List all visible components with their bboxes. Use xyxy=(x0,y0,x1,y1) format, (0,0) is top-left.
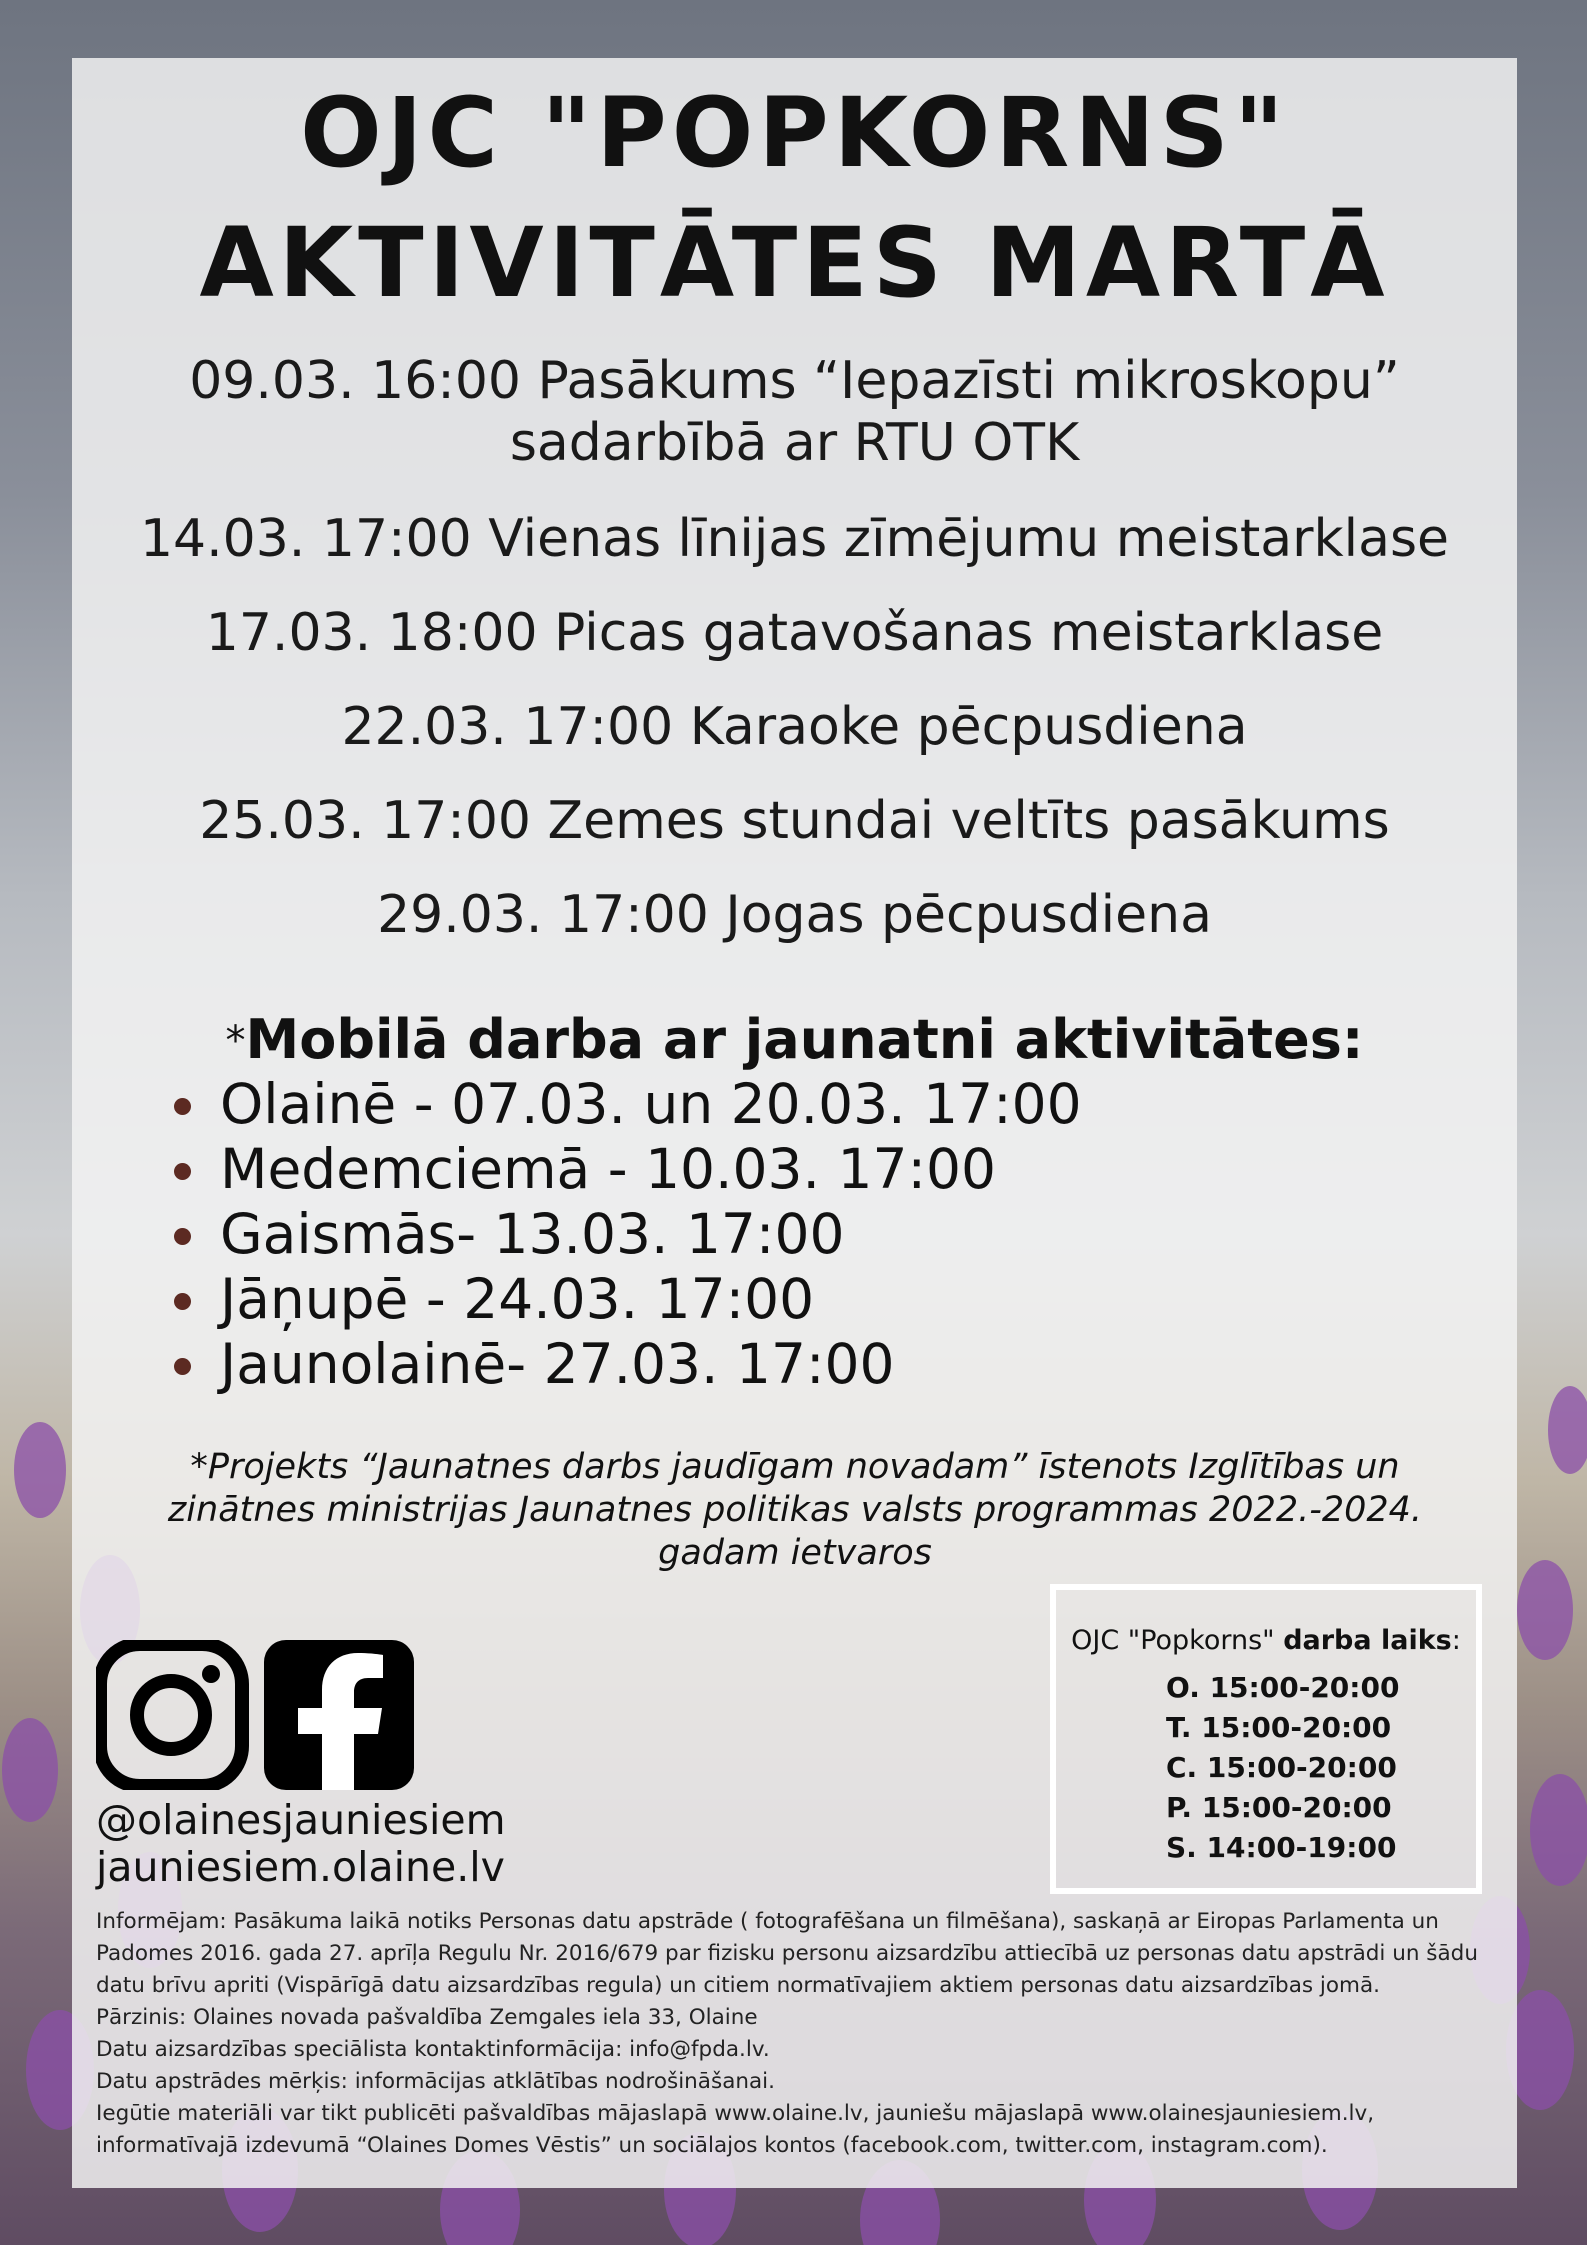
legal-line: Datu aizsardzības speciālista kontaktinformācija: info@fpda.lv. xyxy=(96,2037,770,2062)
event-1 xyxy=(72,350,1517,474)
legal-line: Iegūtie materiāli var tikt publicēti pašvaldības mājaslapā www.olaine.lv, jauniešu mājaslapā www.olainesjauniesiem.lv, xyxy=(96,2101,1375,2126)
hours-title-colon: : xyxy=(1451,1625,1461,1656)
event-2: 14.03. 17:00 Vienas līnijas zīmējumu meistarklase xyxy=(139,509,1450,569)
opening-hours-box xyxy=(1050,1584,1482,1894)
opening-hours-list xyxy=(1166,1668,1399,1868)
list-item: Olainē - 07.03. un 20.03. 17:00 xyxy=(170,1072,1082,1137)
project-note-line-3: gadam ietvaros xyxy=(658,1533,932,1573)
instagram-icon[interactable] xyxy=(100,1644,242,1786)
list-item: Medemciemā - 10.03. 17:00 xyxy=(170,1137,1082,1202)
mobile-activities-list xyxy=(170,1072,1082,1397)
poster-title-line-2: AKTIVITĀTES MARTĀ xyxy=(199,207,1390,319)
legal-line: Pārzinis: Olaines novada pašvaldība Zemgales iela 33, Olaine xyxy=(96,2005,758,2030)
event-3: 17.03. 18:00 Picas gatavošanas meistarklase xyxy=(205,603,1384,663)
mobile-heading-text: Mobilā darba ar jaunatni aktivitātes: xyxy=(245,1008,1364,1071)
hours-title-bold: darba laiks xyxy=(1283,1625,1452,1656)
legal-line: datu brīvu apriti (Vispārīgā datu aizsardzības regula) un citiem normatīvajiem aktiem personas datu aizsardzības jomā. xyxy=(96,1973,1380,1998)
social-handle[interactable]: @olainesjauniesiem xyxy=(96,1796,506,1844)
opening-hours-title xyxy=(1056,1624,1476,1658)
website-link[interactable]: jauniesiem.olaine.lv xyxy=(96,1843,505,1891)
mobile-activities-heading xyxy=(72,1008,1517,1073)
hours-row: P. 15:00-20:00 xyxy=(1166,1791,1392,1824)
event-4: 22.03. 17:00 Karaoke pēcpusdiena xyxy=(341,697,1248,757)
poster-title-line-1: OJC "POPKORNS" xyxy=(300,77,1289,189)
legal-line: Informējam: Pasākuma laikā notiks Personas datu apstrāde ( fotografēšana un filmēšana), saskaņā ar Eiropas Parlamenta un xyxy=(96,1909,1439,1934)
hours-row: O. 15:00-20:00 xyxy=(1166,1671,1400,1704)
project-note-line-1: *Projekts “Jaunatnes darbs jaudīgam novadam” īstenots Izglītības un xyxy=(190,1447,1400,1487)
list-item: Jāņupē - 24.03. 17:00 xyxy=(170,1267,1082,1332)
legal-line: Padomes 2016. gada 27. aprīļa Regulu Nr. 2016/679 par fizisku personu aizsardzību attiecībā uz personas datu apstrādi un šādu xyxy=(96,1941,1478,1966)
event-6: 29.03. 17:00 Jogas pēcpusdiena xyxy=(377,885,1212,945)
list-item: Jaunolainē- 27.03. 17:00 xyxy=(170,1332,1082,1397)
hours-title-plain: OJC "Popkorns" xyxy=(1071,1625,1275,1656)
list-item: Gaismās- 13.03. 17:00 xyxy=(170,1202,1082,1267)
hours-row: S. 14:00-19:00 xyxy=(1166,1831,1397,1864)
social-icons xyxy=(96,1640,426,1790)
event-5: 25.03. 17:00 Zemes stundai veltīts pasākums xyxy=(199,791,1390,851)
event-1-line-2: sadarbībā ar RTU OTK xyxy=(509,413,1080,473)
data-privacy-notice xyxy=(96,1906,1496,2162)
legal-line: informatīvajā izdevumā “Olaines Domes Vēstis” un sociālajos kontos (facebook.com, twitter.com, instagram.com). xyxy=(96,2133,1328,2158)
facebook-icon[interactable] xyxy=(264,1640,414,1790)
hours-row: T. 15:00-20:00 xyxy=(1166,1711,1392,1744)
project-note-line-2: zinātnes ministrijas Jaunatnes politikas valsts programmas 2022.-2024. xyxy=(167,1490,1423,1530)
event-1-line-1: 09.03. 16:00 Pasākums “Iepazīsti mikroskopu” xyxy=(189,351,1400,411)
asterisk-mark: * xyxy=(225,1018,246,1064)
hours-row: C. 15:00-20:00 xyxy=(1166,1751,1397,1784)
legal-line: Datu apstrādes mērķis: informācijas atklātības nodrošināšanai. xyxy=(96,2069,775,2094)
project-note xyxy=(120,1446,1470,1575)
